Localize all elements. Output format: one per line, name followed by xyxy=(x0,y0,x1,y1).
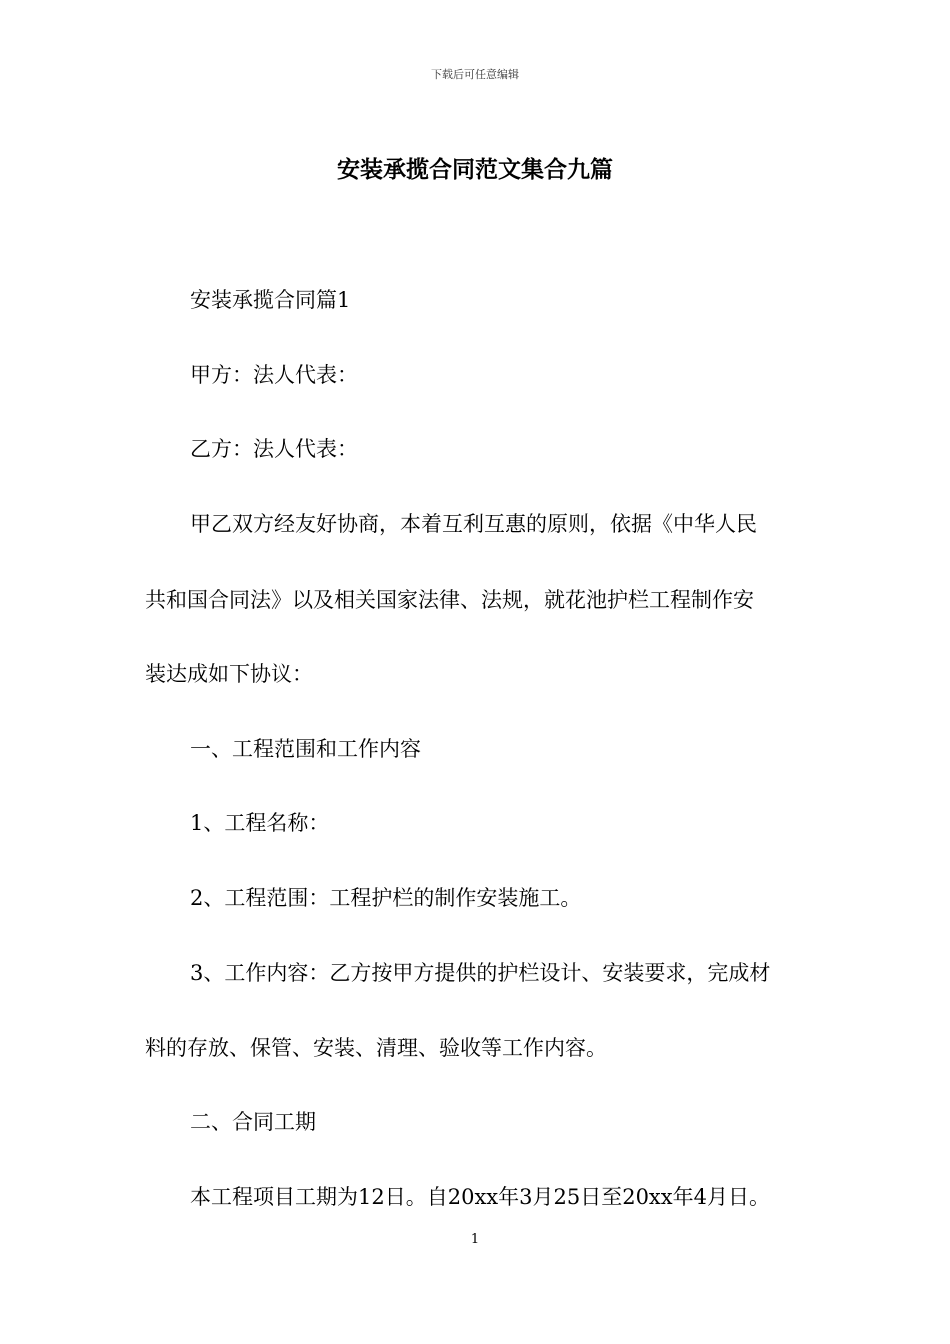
document-title: 安装承揽合同范文集合九篇 xyxy=(337,156,613,183)
clause-item: 2、工程范围：工程护栏的制作安装施工。 xyxy=(190,886,582,910)
clause-heading: 二、合同工期 xyxy=(190,1110,316,1134)
clause-heading: 一、工程范围和工作内容 xyxy=(190,737,421,761)
section-heading: 安装承揽合同篇1 xyxy=(190,288,351,312)
header-note: 下载后可任意编辑 xyxy=(431,68,519,81)
paragraph-line: 甲乙双方经友好协商，本着互利互惠的原则，依据《中华人民 xyxy=(190,512,757,536)
paragraph-line: 装达成如下协议： xyxy=(145,662,313,686)
paragraph-line: 共和国合同法》以及相关国家法律、法规，就花池护栏工程制作安 xyxy=(145,588,754,612)
party-a-line: 甲方：法人代表： xyxy=(190,363,358,387)
clause-item: 3、工作内容：乙方按甲方提供的护栏设计、安装要求，完成材 xyxy=(190,961,771,985)
page-number: 1 xyxy=(470,1232,480,1247)
party-b-line: 乙方：法人代表： xyxy=(190,437,358,461)
clause-item: 1、工程名称： xyxy=(190,811,330,835)
paragraph-line: 料的存放、保管、安装、清理、验收等工作内容。 xyxy=(145,1036,607,1060)
paragraph-line: 本工程项目工期为12日。自20xx年3月25日至20xx年4月日。 xyxy=(190,1185,770,1209)
